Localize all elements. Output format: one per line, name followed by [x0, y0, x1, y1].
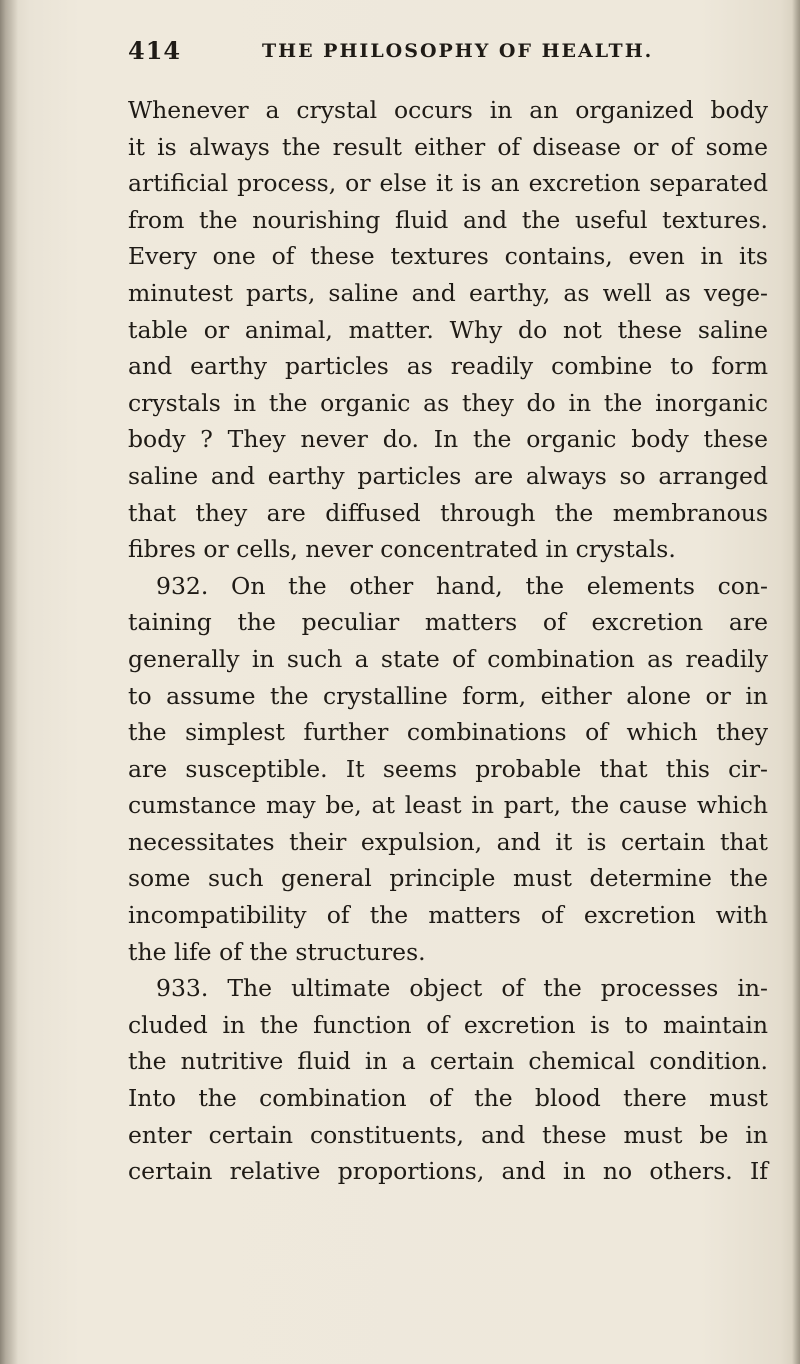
text-line: the life of the structures. — [128, 937, 426, 966]
text-line: cluded in the function of excretion is to maintain — [128, 1010, 768, 1039]
text-line: incompatibility of the matters of excretion with — [128, 901, 768, 930]
page-number: 414 — [128, 36, 182, 65]
text-line: some such general principle must determine the — [128, 864, 768, 893]
text-line: crystals in the organic as they do in the inorganic — [128, 388, 768, 417]
text-line: table or animal, matter. Why do not these saline — [128, 315, 768, 344]
text-line: from the nourishing fluid and the useful textures. — [128, 205, 768, 234]
text-line: Every one of these textures contains, even in its — [128, 242, 768, 271]
text-line: the nutritive fluid in a certain chemical condition. — [128, 1047, 768, 1076]
text-line: the simplest further combinations of which they — [128, 718, 768, 747]
text-line: it is always the result either of disease or of some — [128, 132, 768, 161]
running-head: THE PHILOSOPHY OF HEALTH. — [262, 40, 654, 62]
text-line: taining the peculiar matters of excretion are — [128, 608, 768, 637]
text-line: generally in such a state of combination as readily — [128, 644, 768, 673]
text-line: enter certain constituents, and these must be in — [128, 1120, 768, 1149]
binding-gutter — [0, 0, 18, 1364]
text-line: are susceptible. It seems probable that this cir- — [128, 754, 768, 783]
text-line: Into the combination of the blood there must — [128, 1084, 768, 1113]
text-line: Whenever a crystal occurs in an organized body — [128, 96, 768, 124]
text-line: and earthy particles as readily combine to form — [128, 352, 768, 381]
paragraph-932-start: 932. On the other hand, the elements con- — [156, 571, 768, 600]
page-edge — [792, 0, 800, 1364]
body-text — [128, 92, 768, 1190]
paragraph-933-start: 933. The ultimate object of the processes in- — [156, 974, 768, 1003]
page-header — [128, 36, 668, 76]
text-line: that they are diffused through the membranous — [128, 498, 768, 527]
text-line: to assume the crystalline form, either alone or in — [128, 681, 768, 710]
text-line: certain relative proportions, and in no others. If — [128, 1157, 768, 1186]
text-line: saline and earthy particles are always so arranged — [128, 461, 768, 490]
text-line: body ? They never do. In the organic body these — [128, 425, 768, 454]
text-line: cumstance may be, at least in part, the cause which — [128, 791, 768, 820]
text-line: fibres or cells, never concentrated in crystals. — [128, 535, 676, 564]
text-line: minutest parts, saline and earthy, as well as vege- — [128, 278, 768, 307]
text-line: artificial process, or else it is an excretion separated — [128, 169, 768, 198]
text-line: necessitates their expulsion, and it is certain that — [128, 827, 768, 856]
